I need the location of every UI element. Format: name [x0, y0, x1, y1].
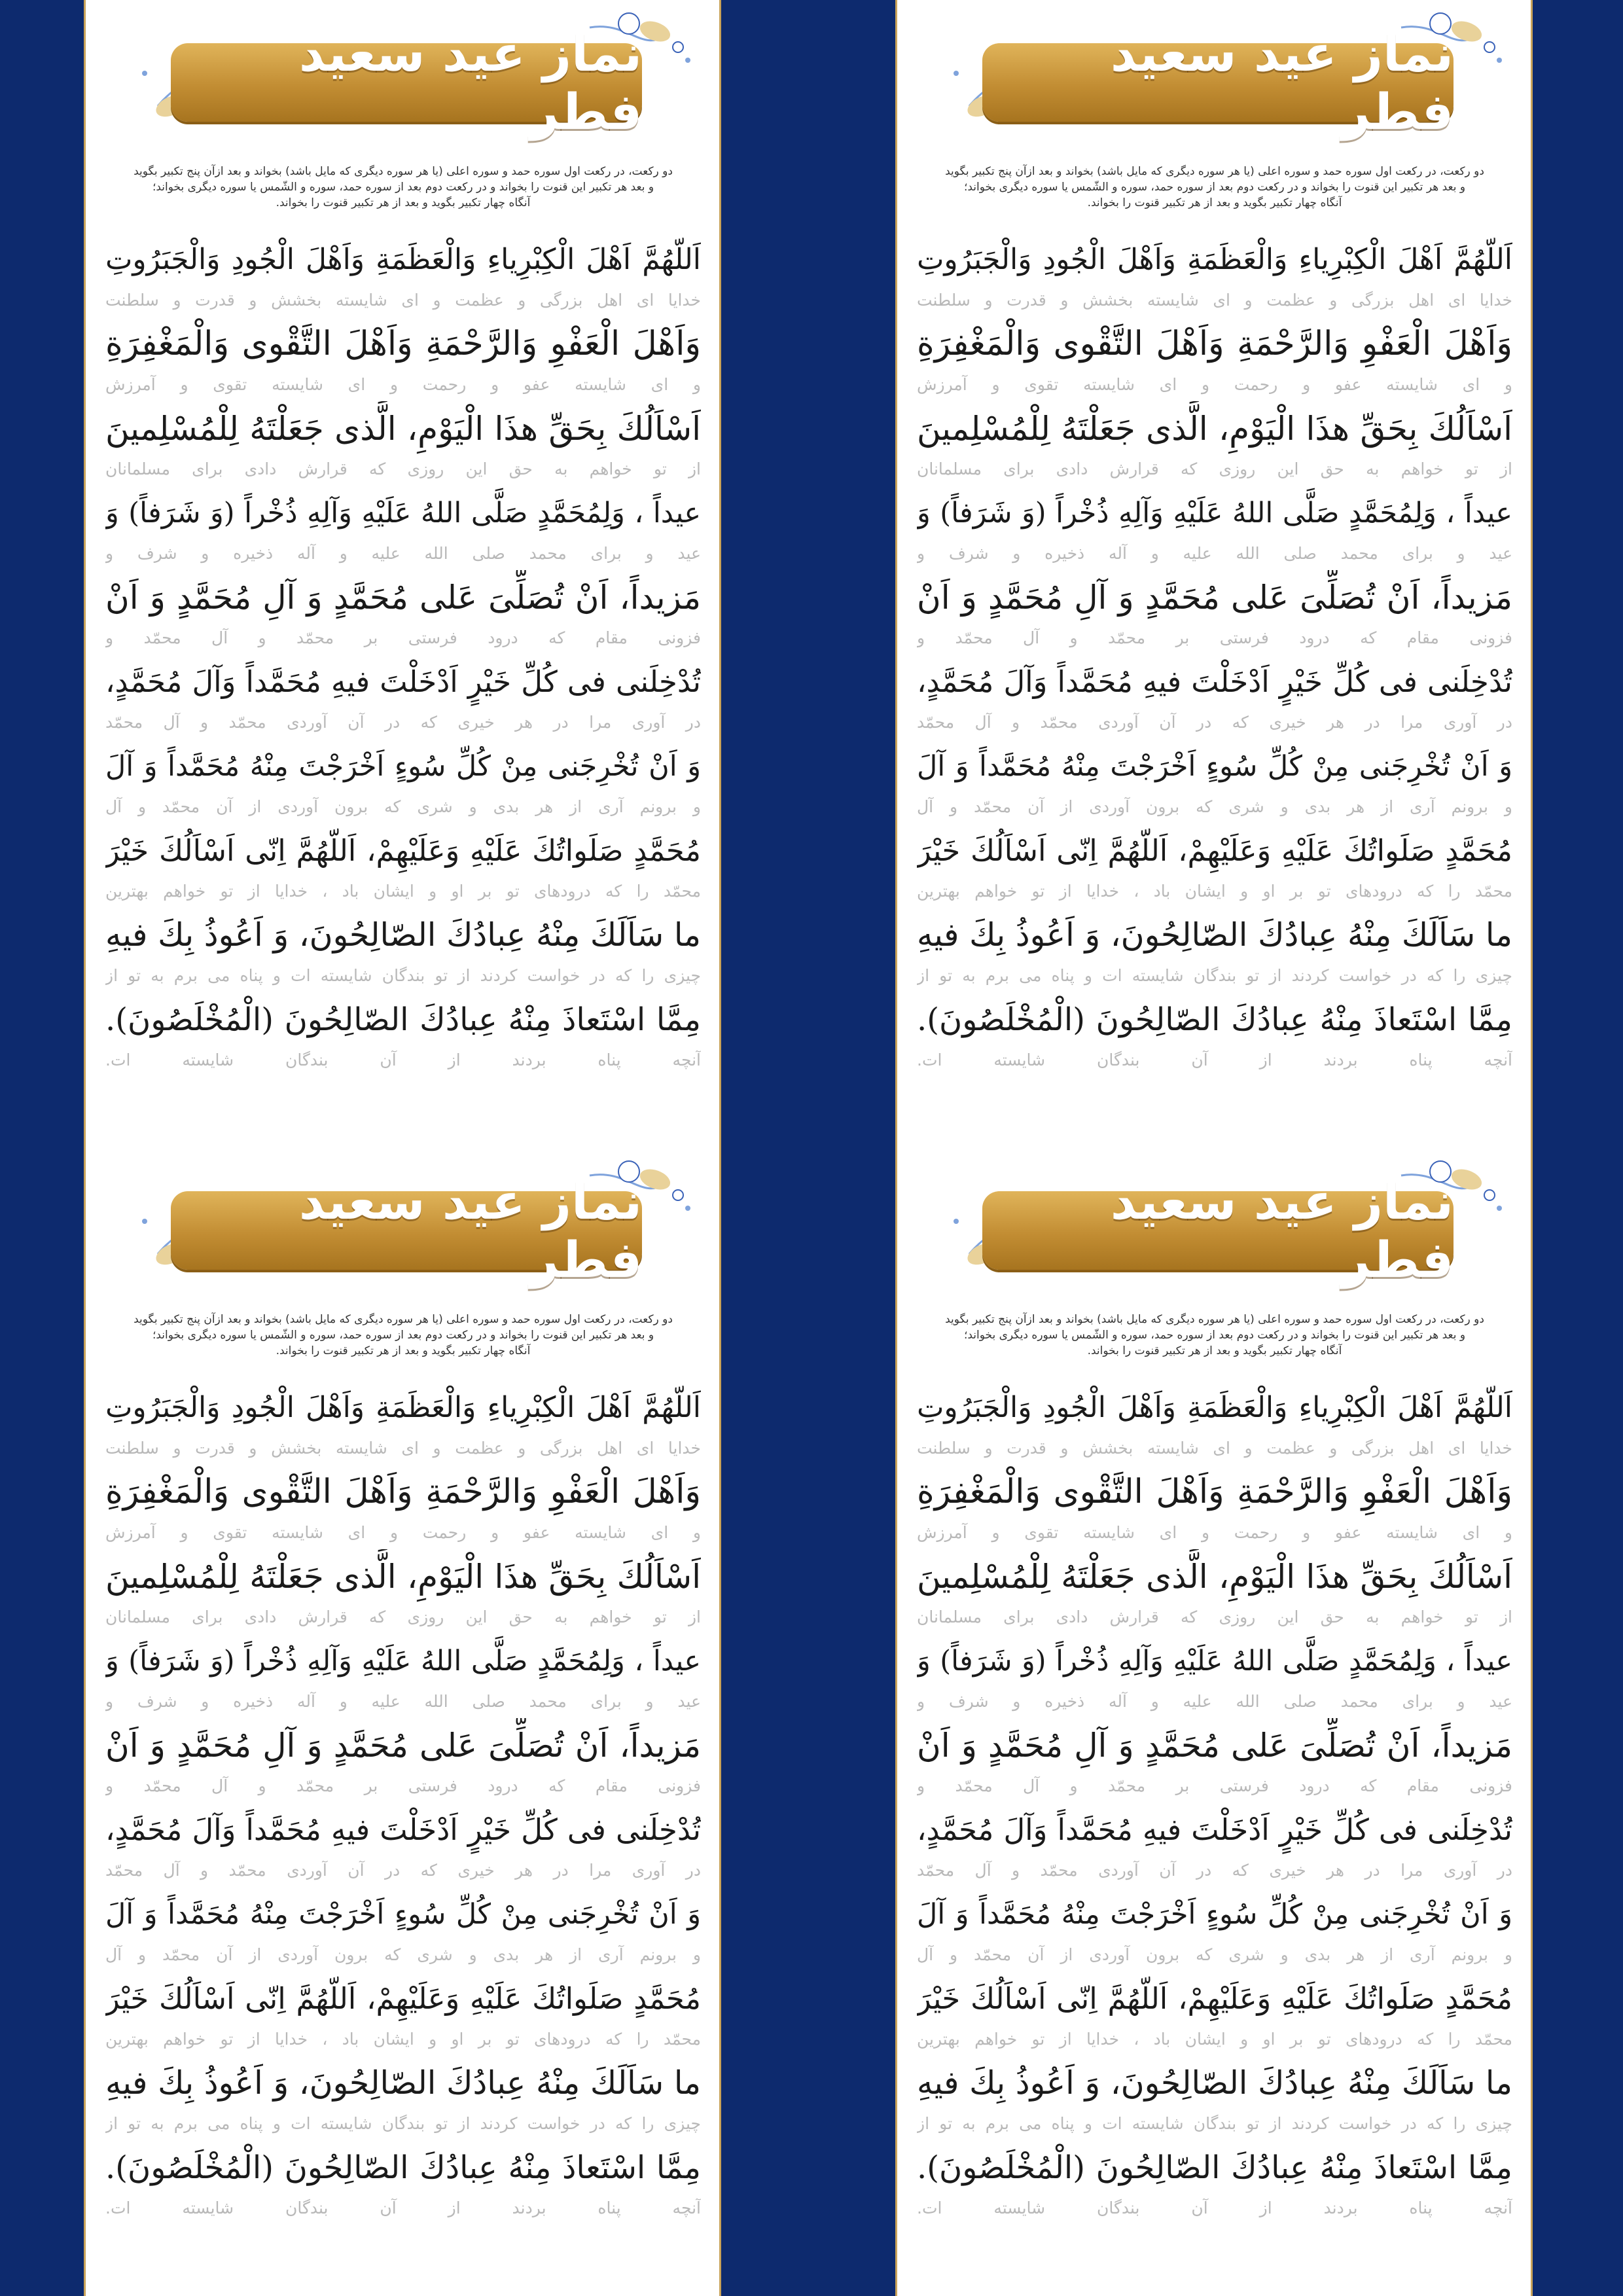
prayer-instructions: [917, 164, 1512, 211]
verse-block: [917, 1465, 1512, 1549]
verse-block: [105, 1971, 701, 2056]
persian-translation: و برونم آری از هر بدی و شری که برون آوردی از آن محمّد و آل: [105, 1945, 701, 1964]
page-title: نماز عید سعید فطر: [1110, 1172, 1454, 1289]
instruction-line: دو رکعت، در رکعت اول سوره حمد و سوره اعلی (یا هر سوره دیگری که مایل باشد) بخواند و بعد ازآن پنج تکبیر بگوید: [134, 165, 673, 178]
arabic-line: ما سَاَلَكَ مِنْهُ عِبادُكَ الصّالِحُونَ، وَ اَعُوذُ بِكَ فیهِ: [105, 916, 701, 954]
persian-translation: چیزی را که در خواست کردند از تو بندگان شایسته ات و پناه می برم به تو از: [917, 2114, 1512, 2133]
persian-translation: عید و برای محمد صلی الله علیه و آله ذخیره و شرف و: [105, 1692, 701, 1711]
arabic-line: مُحَمَّدٍ صَلَواتُكَ عَلَیْهِ وَعَلَیْهِمْ، اَللّهُمَّ اِنّی اَسْاَلُكَ خَیْرَ: [105, 833, 701, 868]
instruction-line: و بعد هر تکبیر این قنوت را بخواند و در رکعت دوم بعد از سوره حمد، سوره و الشّمس یا سوره دیگری بخواند؛: [963, 181, 1466, 194]
arabic-line: عیداً ، وَلِمُحَمَّدٍ صَلَّی اللهُ عَلَیْهِ وَآلِهِ ذُخْراً (وَ شَرَفاً) وَ: [917, 1645, 1512, 1677]
arabic-line: وَ اَنْ تُخْرِجَنی مِنْ كُلِّ سُوءٍ اَخْرَجْتَ مِنْهُ مُحَمَّداً وَ آلَ: [105, 750, 701, 783]
arabic-line: اَللّهُمَّ اَهْلَ الْكِبْرِیاءِ وَالْعَظَمَةِ وَاَهْلَ الْجُودِ وَالْجَبَرُوتِ: [917, 243, 1512, 276]
verse-block: [917, 1380, 1512, 1465]
arabic-line: مَزیداً، اَنْ تُصَلِّیَ عَلی مُحَمَّدٍ وَ آلِ مُحَمَّدٍ وَ اَنْ: [105, 1727, 701, 1765]
verse-block: [105, 1718, 701, 1803]
prayer-instructions: [105, 164, 701, 211]
verse-block: [917, 232, 1512, 317]
prayer-instructions: [917, 1312, 1512, 1359]
verse-block: [917, 317, 1512, 401]
verse-block: [105, 232, 701, 317]
instruction-line: آنگاه چهار تکبیر بگوید و بعد از هر تکبیر قنوت را بخواند.: [276, 1344, 531, 1357]
verse-block: [917, 1887, 1512, 1971]
persian-translation: چیزی را که در خواست کردند از تو بندگان شایسته ات و پناه می برم به تو از: [917, 966, 1512, 985]
verse-block: [917, 486, 1512, 570]
arabic-line: مَزیداً، اَنْ تُصَلِّیَ عَلی مُحَمَّدٍ وَ آلِ مُحَمَّدٍ وَ اَنْ: [105, 579, 701, 617]
arabic-line: اَللّهُمَّ اَهْلَ الْكِبْرِیاءِ وَالْعَظَمَةِ وَاَهْلَ الْجُودِ وَالْجَبَرُوتِ: [105, 243, 701, 276]
arabic-line: مُحَمَّدٍ صَلَواتُكَ عَلَیْهِ وَعَلَیْهِمْ، اَللّهُمَّ اِنّی اَسْاَلُكَ خَیْرَ: [917, 1981, 1512, 2016]
verse-block: [917, 655, 1512, 739]
persian-translation: در آوری مرا در هر خیری که در آن آوردی محمّد و آل محمّد: [105, 713, 701, 732]
persian-translation: و ای شایسته عفو و رحمت و ای شایسته تقوی و آمرزش: [105, 375, 701, 394]
persian-translation: و برونم آری از هر بدی و شری که برون آوردی از آن محمّد و آل: [105, 797, 701, 816]
verse-block: [917, 908, 1512, 992]
persian-translation: چیزی را که در خواست کردند از تو بندگان شایسته ات و پناه می برم به تو از: [105, 966, 701, 985]
persian-translation: فزونی مقام که درود فرستی بر محمّد و آل محمّد و: [105, 1776, 701, 1795]
persian-translation: و برونم آری از هر بدی و شری که برون آوردی از آن محمّد و آل: [917, 1945, 1512, 1964]
verse-block: [105, 908, 701, 992]
page-title: نماز عید سعید فطر: [298, 1172, 642, 1289]
arabic-line: تُدْخِلَنی فی كُلِّ خَیْرٍ اَدْخَلْتَ فیهِ مُحَمَّداً وَآلَ مُحَمَّدٍ،: [917, 664, 1512, 699]
arabic-line: اَسْاَلُكَ بِحَقِّ هذَا الْیَوْمِ، الَّذی جَعَلْتَهُ لِلْمُسْلِمینَ: [105, 410, 701, 448]
arabic-line: اَسْاَلُكَ بِحَقِّ هذَا الْیَوْمِ، الَّذی جَعَلْتَهُ لِلْمُسْلِمینَ: [917, 410, 1512, 448]
arabic-line: وَ اَنْ تُخْرِجَنی مِنْ كُلِّ سُوءٍ اَخْرَجْتَ مِنْهُ مُحَمَّداً وَ آلَ: [917, 1898, 1512, 1931]
verse-block: [105, 1803, 701, 1887]
arabic-line: عیداً ، وَلِمُحَمَّدٍ صَلَّی اللهُ عَلَیْهِ وَآلِهِ ذُخْراً (وَ شَرَفاً) وَ: [105, 497, 701, 529]
verse-block: [917, 739, 1512, 823]
persian-translation: خدایا ای اهل بزرگی و عظمت و ای شایسته بخشش و قدرت و سلطنت: [917, 291, 1512, 310]
persian-translation: عید و برای محمد صلی الله علیه و آله ذخیره و شرف و: [917, 544, 1512, 563]
arabic-line: اَللّهُمَّ اَهْلَ الْكِبْرِیاءِ وَالْعَظَمَةِ وَاَهْلَ الْجُودِ وَالْجَبَرُوتِ: [917, 1391, 1512, 1424]
persian-translation: و ای شایسته عفو و رحمت و ای شایسته تقوی و آمرزش: [105, 1523, 701, 1542]
instruction-line: دو رکعت، در رکعت اول سوره حمد و سوره اعلی (یا هر سوره دیگری که مایل باشد) بخواند و بعد ازآن پنج تکبیر بگوید: [945, 1313, 1484, 1326]
prayer-page: [84, 0, 721, 1148]
prayer-instructions: [105, 1312, 701, 1359]
verse-block: [105, 486, 701, 570]
arabic-line: وَاَهْلَ الْعَفْوِ وَالرَّحْمَةِ وَاَهْلَ التَّقْوی وَالْمَغْفِرَةِ: [105, 325, 701, 363]
persian-translation: آنچه پناه بردند از آن بندگان شایسته ات.: [917, 2198, 1512, 2217]
persian-translation: محمّد را که درودهای تو بر او و ایشان باد ، خدایا از تو خواهم بهترین: [917, 882, 1512, 901]
instruction-line: آنگاه چهار تکبیر بگوید و بعد از هر تکبیر قنوت را بخواند.: [1087, 1344, 1342, 1357]
instruction-line: آنگاه چهار تکبیر بگوید و بعد از هر تکبیر قنوت را بخواند.: [1087, 196, 1342, 209]
arabic-line: عیداً ، وَلِمُحَمَّدٍ صَلَّی اللهُ عَلَیْهِ وَآلِهِ ذُخْراً (وَ شَرَفاً) وَ: [917, 497, 1512, 529]
title-banner: [171, 24, 642, 141]
arabic-line: مُحَمَّدٍ صَلَواتُكَ عَلَیْهِ وَعَلَیْهِمْ، اَللّهُمَّ اِنّی اَسْاَلُكَ خَیْرَ: [917, 833, 1512, 868]
arabic-line: وَاَهْلَ الْعَفْوِ وَالرَّحْمَةِ وَاَهْلَ التَّقْوی وَالْمَغْفِرَةِ: [917, 1473, 1512, 1511]
persian-translation: خدایا ای اهل بزرگی و عظمت و ای شایسته بخشش و قدرت و سلطنت: [917, 1439, 1512, 1458]
persian-translation: در آوری مرا در هر خیری که در آن آوردی محمّد و آل محمّد: [917, 1861, 1512, 1880]
instruction-line: و بعد هر تکبیر این قنوت را بخواند و در رکعت دوم بعد از سوره حمد، سوره و الشّمس یا سوره دیگری بخواند؛: [963, 1329, 1466, 1342]
persian-translation: از تو خواهم به حق این روزی که قرارش دادی برای مسلمانان: [917, 459, 1512, 478]
instruction-line: دو رکعت، در رکعت اول سوره حمد و سوره اعلی (یا هر سوره دیگری که مایل باشد) بخواند و بعد ازآن پنج تکبیر بگوید: [945, 165, 1484, 178]
arabic-line: وَاَهْلَ الْعَفْوِ وَالرَّحْمَةِ وَاَهْلَ التَّقْوی وَالْمَغْفِرَةِ: [105, 1473, 701, 1511]
prayer-card: [812, 0, 1623, 1148]
arabic-line: اَسْاَلُكَ بِحَقِّ هذَا الْیَوْمِ، الَّذی جَعَلْتَهُ لِلْمُسْلِمینَ: [917, 1558, 1512, 1596]
page-title: نماز عید سعید فطر: [1110, 24, 1454, 141]
prayer-page: [895, 1148, 1533, 2296]
page-title: نماز عید سعید فطر: [298, 24, 642, 141]
verse-block: [105, 570, 701, 655]
prayer-page: [84, 1148, 721, 2296]
persian-translation: عید و برای محمد صلی الله علیه و آله ذخیره و شرف و: [917, 1692, 1512, 1711]
prayer-card: [812, 1148, 1623, 2296]
persian-translation: از تو خواهم به حق این روزی که قرارش دادی برای مسلمانان: [105, 1607, 701, 1626]
title-banner: [982, 24, 1454, 141]
arabic-line: مِمَّا اسْتَعاذَ مِنْهُ عِبادُكَ الصّالِحُونَ (الْمُخْلَصُونَ).: [105, 2149, 701, 2186]
verse-block: [917, 1971, 1512, 2056]
arabic-line: مُحَمَّدٍ صَلَواتُكَ عَلَیْهِ وَعَلَیْهِمْ، اَللّهُمَّ اِنّی اَسْاَلُكَ خَیْرَ: [105, 1981, 701, 2016]
arabic-line: تُدْخِلَنی فی كُلِّ خَیْرٍ اَدْخَلْتَ فیهِ مُحَمَّداً وَآلَ مُحَمَّدٍ،: [105, 664, 701, 699]
persian-translation: در آوری مرا در هر خیری که در آن آوردی محمّد و آل محمّد: [917, 713, 1512, 732]
verse-block: [105, 823, 701, 908]
arabic-line: تُدْخِلَنی فی كُلِّ خَیْرٍ اَدْخَلْتَ فیهِ مُحَمَّداً وَآلَ مُحَمَّدٍ،: [105, 1812, 701, 1847]
persian-translation: چیزی را که در خواست کردند از تو بندگان شایسته ات و پناه می برم به تو از: [105, 2114, 701, 2133]
instruction-line: و بعد هر تکبیر این قنوت را بخواند و در رکعت دوم بعد از سوره حمد، سوره و الشّمس یا سوره دیگری بخواند؛: [152, 181, 654, 194]
arabic-line: تُدْخِلَنی فی كُلِّ خَیْرٍ اَدْخَلْتَ فیهِ مُحَمَّداً وَآلَ مُحَمَّدٍ،: [917, 1812, 1512, 1847]
arabic-line: وَاَهْلَ الْعَفْوِ وَالرَّحْمَةِ وَاَهْلَ التَّقْوی وَالْمَغْفِرَةِ: [917, 325, 1512, 363]
arabic-line: ما سَاَلَكَ مِنْهُ عِبادُكَ الصّالِحُونَ، وَ اَعُوذُ بِكَ فیهِ: [105, 2064, 701, 2102]
arabic-line: اَسْاَلُكَ بِحَقِّ هذَا الْیَوْمِ، الَّذی جَعَلْتَهُ لِلْمُسْلِمینَ: [105, 1558, 701, 1596]
title-banner: [982, 1172, 1454, 1289]
persian-translation: آنچه پناه بردند از آن بندگان شایسته ات.: [105, 2198, 701, 2217]
instruction-line: و بعد هر تکبیر این قنوت را بخواند و در رکعت دوم بعد از سوره حمد، سوره و الشّمس یا سوره دیگری بخواند؛: [152, 1329, 654, 1342]
qunut-verses: [105, 1380, 701, 2225]
verse-block: [917, 2140, 1512, 2225]
verse-block: [105, 992, 701, 1077]
arabic-line: مِمَّا اسْتَعاذَ مِنْهُ عِبادُكَ الصّالِحُونَ (الْمُخْلَصُونَ).: [917, 1001, 1512, 1038]
title-banner: [171, 1172, 642, 1289]
persian-translation: از تو خواهم به حق این روزی که قرارش دادی برای مسلمانان: [105, 459, 701, 478]
verse-block: [917, 2056, 1512, 2140]
persian-translation: در آوری مرا در هر خیری که در آن آوردی محمّد و آل محمّد: [105, 1861, 701, 1880]
verse-block: [105, 1634, 701, 1718]
arabic-line: مِمَّا اسْتَعاذَ مِنْهُ عِبادُكَ الصّالِحُونَ (الْمُخْلَصُونَ).: [917, 2149, 1512, 2186]
arabic-line: ما سَاَلَكَ مِنْهُ عِبادُكَ الصّالِحُونَ، وَ اَعُوذُ بِكَ فیهِ: [917, 916, 1512, 954]
verse-block: [917, 1803, 1512, 1887]
verse-block: [105, 655, 701, 739]
persian-translation: و برونم آری از هر بدی و شری که برون آوردی از آن محمّد و آل: [917, 797, 1512, 816]
persian-translation: محمّد را که درودهای تو بر او و ایشان باد ، خدایا از تو خواهم بهترین: [105, 882, 701, 901]
arabic-line: مَزیداً، اَنْ تُصَلِّیَ عَلی مُحَمَّدٍ وَ آلِ مُحَمَّدٍ وَ اَنْ: [917, 579, 1512, 617]
persian-translation: خدایا ای اهل بزرگی و عظمت و ای شایسته بخشش و قدرت و سلطنت: [105, 291, 701, 310]
verse-block: [917, 1634, 1512, 1718]
verse-block: [917, 570, 1512, 655]
verse-block: [917, 1549, 1512, 1634]
prayer-card: [0, 1148, 812, 2296]
arabic-line: مَزیداً، اَنْ تُصَلِّیَ عَلی مُحَمَّدٍ وَ آلِ مُحَمَّدٍ وَ اَنْ: [917, 1727, 1512, 1765]
persian-translation: فزونی مقام که درود فرستی بر محمّد و آل محمّد و: [917, 628, 1512, 647]
verse-block: [105, 1465, 701, 1549]
verse-block: [105, 1887, 701, 1971]
persian-translation: و ای شایسته عفو و رحمت و ای شایسته تقوی و آمرزش: [917, 1523, 1512, 1542]
arabic-line: وَ اَنْ تُخْرِجَنی مِنْ كُلِّ سُوءٍ اَخْرَجْتَ مِنْهُ مُحَمَّداً وَ آلَ: [105, 1898, 701, 1931]
prayer-card: [0, 0, 812, 1148]
persian-translation: و ای شایسته عفو و رحمت و ای شایسته تقوی و آمرزش: [917, 375, 1512, 394]
verse-block: [917, 823, 1512, 908]
verse-block: [917, 401, 1512, 486]
arabic-line: اَللّهُمَّ اَهْلَ الْكِبْرِیاءِ وَالْعَظَمَةِ وَاَهْلَ الْجُودِ وَالْجَبَرُوتِ: [105, 1391, 701, 1424]
persian-translation: فزونی مقام که درود فرستی بر محمّد و آل محمّد و: [917, 1776, 1512, 1795]
verse-block: [105, 1380, 701, 1465]
verse-block: [105, 401, 701, 486]
persian-translation: عید و برای محمد صلی الله علیه و آله ذخیره و شرف و: [105, 544, 701, 563]
arabic-line: ما سَاَلَكَ مِنْهُ عِبادُكَ الصّالِحُونَ، وَ اَعُوذُ بِكَ فیهِ: [917, 2064, 1512, 2102]
arabic-line: عیداً ، وَلِمُحَمَّدٍ صَلَّی اللهُ عَلَیْهِ وَآلِهِ ذُخْراً (وَ شَرَفاً) وَ: [105, 1645, 701, 1677]
verse-block: [105, 2140, 701, 2225]
verse-block: [917, 1718, 1512, 1803]
persian-translation: از تو خواهم به حق این روزی که قرارش دادی برای مسلمانان: [917, 1607, 1512, 1626]
qunut-verses: [917, 232, 1512, 1077]
verse-block: [917, 992, 1512, 1077]
persian-translation: خدایا ای اهل بزرگی و عظمت و ای شایسته بخشش و قدرت و سلطنت: [105, 1439, 701, 1458]
persian-translation: محمّد را که درودهای تو بر او و ایشان باد ، خدایا از تو خواهم بهترین: [917, 2030, 1512, 2049]
persian-translation: آنچه پناه بردند از آن بندگان شایسته ات.: [105, 1050, 701, 1069]
verse-block: [105, 2056, 701, 2140]
persian-translation: آنچه پناه بردند از آن بندگان شایسته ات.: [917, 1050, 1512, 1069]
persian-translation: محمّد را که درودهای تو بر او و ایشان باد ، خدایا از تو خواهم بهترین: [105, 2030, 701, 2049]
prayer-page: [895, 0, 1533, 1148]
verse-block: [105, 317, 701, 401]
instruction-line: دو رکعت، در رکعت اول سوره حمد و سوره اعلی (یا هر سوره دیگری که مایل باشد) بخواند و بعد ازآن پنج تکبیر بگوید: [134, 1313, 673, 1326]
qunut-verses: [105, 232, 701, 1077]
arabic-line: مِمَّا اسْتَعاذَ مِنْهُ عِبادُكَ الصّالِحُونَ (الْمُخْلَصُونَ).: [105, 1001, 701, 1038]
instruction-line: آنگاه چهار تکبیر بگوید و بعد از هر تکبیر قنوت را بخواند.: [276, 196, 531, 209]
arabic-line: وَ اَنْ تُخْرِجَنی مِنْ كُلِّ سُوءٍ اَخْرَجْتَ مِنْهُ مُحَمَّداً وَ آلَ: [917, 750, 1512, 783]
persian-translation: فزونی مقام که درود فرستی بر محمّد و آل محمّد و: [105, 628, 701, 647]
verse-block: [105, 739, 701, 823]
verse-block: [105, 1549, 701, 1634]
qunut-verses: [917, 1380, 1512, 2225]
